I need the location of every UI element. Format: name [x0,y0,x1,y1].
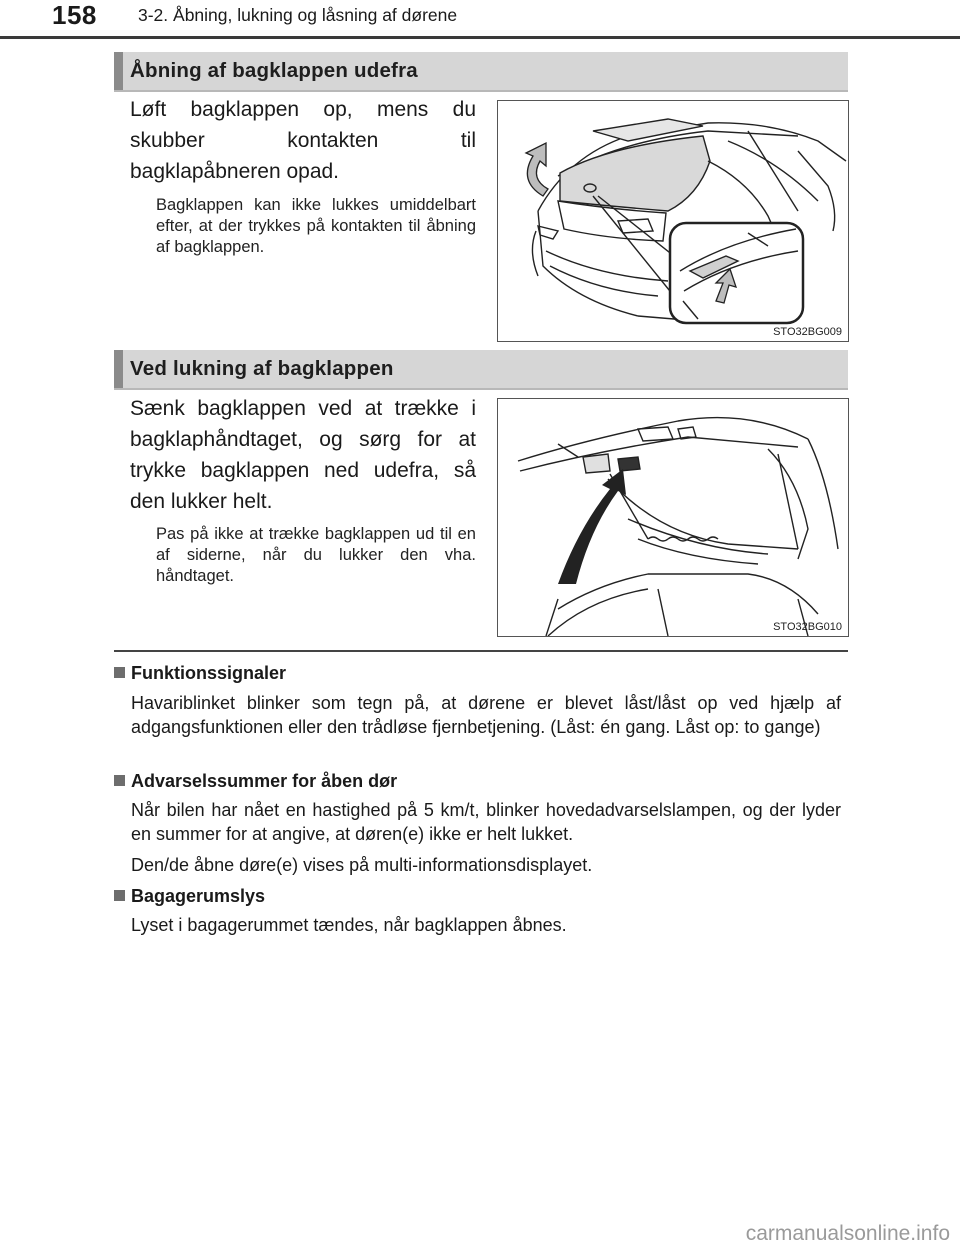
section-marker [114,52,123,90]
note-text-closing: Pas på ikke at trække bagklappen ud til en af siderne, når du lukker den vha. håndtaget. [156,525,476,585]
header-rule [0,36,960,39]
paragraph: Når bilen har nået en hastighed på 5 km/t, blinker hovedadvarselslampen, og der lyder en summer for at angive, at døren(e) ikke er helt lukket. [131,800,841,844]
square-bullet-icon [114,775,125,786]
section-header-closing [114,350,848,390]
subheading-funktionssignaler [114,663,286,684]
step-text-closing: Sænk bagklappen ved at trække i bagklaphåndtaget, og sørg for at trykke bagklappen ned udefra, så den lukker helt. [130,397,476,513]
square-bullet-icon [114,667,125,678]
figure-tailgate-opening [497,100,849,342]
subheading-text: Funktionssignaler [131,663,287,683]
square-bullet-icon [114,890,125,901]
paragraph: Lyset i bagagerummet tændes, når bagklappen åbnes. [131,915,567,935]
figure-tailgate-closing [497,398,849,637]
tailgate-closing-illustration [498,399,848,636]
section-title: Åbning af bagklappen udefra [130,59,418,82]
figure-code: STO32BG009 [773,326,842,338]
subheading-text: Advarselssummer for åben dør [131,771,398,791]
section-marker [114,350,123,388]
step-text-opening: Løft bagklappen op, mens du skubber kontakten til bagklapåbneren opad. [130,98,476,183]
section-title: Ved lukning af bagklappen [130,357,394,380]
figure-code: STO32BG010 [773,621,842,633]
subheading-text: Bagagerumslys [131,886,266,906]
subheading-advarselssummer [114,771,397,792]
watermark: carmanualsonline.info [745,1222,950,1245]
running-title: 3-2. Åbning, lukning og låsning af dørene [138,5,458,25]
note-text-opening: Bagklappen kan ikke lukkes umiddelbart efter, at der trykkes på kontakten til åbning af bagklappen. [156,196,476,256]
subheading-bagagerumslys [114,886,265,907]
page-number: 158 [52,0,97,30]
tailgate-opening-illustration [498,101,848,341]
divider [114,650,848,652]
paragraph: Den/de åbne døre(e) vises på multi-informationsdisplayet. [131,855,593,875]
section-header-opening [114,52,848,92]
paragraph: Havariblinket blinker som tegn på, at dørene er blevet låst/låst op ved hjælp af adgangsfunktionen eller den trådløse fjernbetjening. (Låst: én gang. Låst op: to gange) [131,693,841,737]
